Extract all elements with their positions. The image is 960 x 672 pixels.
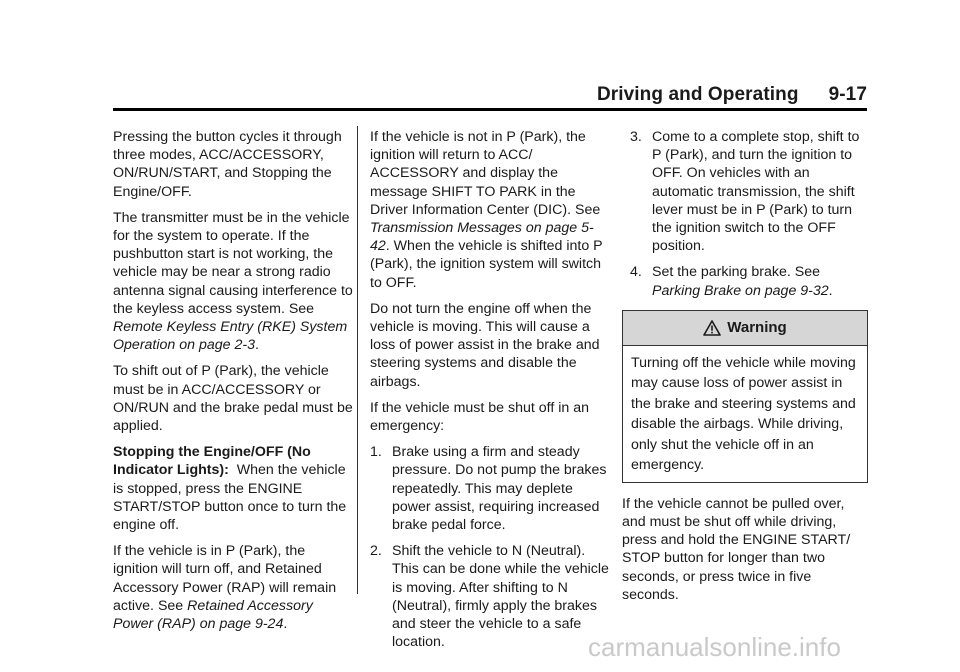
paragraph: Do not turn the engine off when the vehicle is moving. This will cause a loss of power assist in the brake and steering systems and disable the airbags.: [370, 300, 600, 390]
section-title: Driving and Operating: [596, 84, 799, 105]
column-left: [113, 128, 353, 641]
list-text: Brake using a firm and steady pressure. Do not pump the brakes repeatedly. This may deplete power assist, requiring increased brake pedal force.: [392, 444, 607, 534]
cross-reference-link: Retained Accessory Power (RAP) on page 9-24: [113, 597, 313, 633]
paragraph: If the vehicle must be shut off in an emergency:: [370, 399, 589, 435]
page-header: [0, 84, 867, 106]
text: .: [828, 282, 833, 299]
list-item: [622, 263, 870, 299]
column-divider: [357, 126, 358, 594]
list-item: [622, 128, 870, 255]
warning-triangle-icon: [703, 320, 721, 336]
paragraph: Pressing the button cycles it through three modes, ACC/ACCESSORY, ON/RUN/START, and Stopping the Engine/OFF.: [113, 129, 342, 200]
text: .: [283, 616, 288, 633]
text: Set the parking brake. See: [652, 264, 820, 281]
text: .: [254, 337, 259, 354]
paragraph: [113, 209, 353, 355]
paragraph: If the vehicle cannot be pulled over, and must be shut off while driving, press and hold the ENGINE START/ STOP button for longer than two seconds, or press twice in five seconds.: [622, 495, 851, 603]
list-number: 1.: [370, 444, 382, 461]
text: If the vehicle is not in P (Park), the ignition will return to ACC/ ACCESSORY and display the message SHIFT TO PARK in the Driver Information Center (DIC). See: [370, 129, 601, 218]
paragraph: [370, 128, 610, 292]
cross-reference-link: Transmission Messages on page 5-42: [370, 220, 594, 255]
column-right: [622, 128, 870, 612]
page-number: 9-17: [828, 84, 867, 105]
list-number: 3.: [630, 129, 642, 145]
list-number: 4.: [630, 264, 642, 281]
text: The transmitter must be in the vehicle for the system to operate. If the pushbutton start is not working, the vehicle may be near a strong radio antenna signal causing interference to the keyless access system. See: [113, 209, 353, 317]
warning-header: [623, 311, 867, 346]
text: When the vehicle is stopped, press the ENGINE START/STOP button once to turn the engine off.: [113, 462, 347, 534]
text: . When the vehicle is shifted into P (Park), the ignition system will switch to OFF.: [370, 238, 603, 291]
list-text: Shift the vehicle to N (Neutral). This can be done while the vehicle is moving. After shifting to N (Neutral), firmly apply the brakes and steer the vehicle to a safe location.: [392, 543, 609, 651]
list-text: Come to a complete stop, shift to P (Park), and turn the ignition to OFF. On vehicles with an automatic transmission, the shift lever must be in P (Park) to turn the ignition switch to the OFF position.: [652, 129, 860, 255]
cross-reference-link: Remote Keyless Entry (RKE) System Operation on page 2-3: [113, 319, 348, 354]
subheading: Stopping the Engine/OFF (No Indicator Lights):: [113, 444, 311, 479]
warning-box: [622, 310, 868, 483]
warning-title: Warning: [727, 318, 787, 336]
column-middle: [370, 128, 610, 659]
paragraph: [113, 443, 353, 534]
paragraph: To shift out of P (Park), the vehicle must be in ACC/ACCESSORY or ON/RUN and the brake pedal must be applied.: [113, 363, 353, 435]
warning-text: Turning off the vehicle while moving may cause loss of power assist in the brake and steering systems and disable the airbags. While driving, only shut the vehicle off in an emergency.: [631, 354, 856, 474]
cross-reference-link: Parking Brake on page 9-32: [652, 282, 829, 299]
paragraph: [113, 542, 353, 633]
text: If the vehicle is in P (Park), the ignition will turn off, and Retained Accessory Power (RAP) will remain active. See: [113, 543, 337, 614]
watermark: carmanualsonline.info: [588, 632, 841, 662]
list-number: 2.: [370, 543, 382, 560]
list-text: [652, 263, 870, 299]
list-item: [370, 443, 610, 534]
list-item: [370, 542, 610, 651]
header-rule: [113, 108, 867, 111]
